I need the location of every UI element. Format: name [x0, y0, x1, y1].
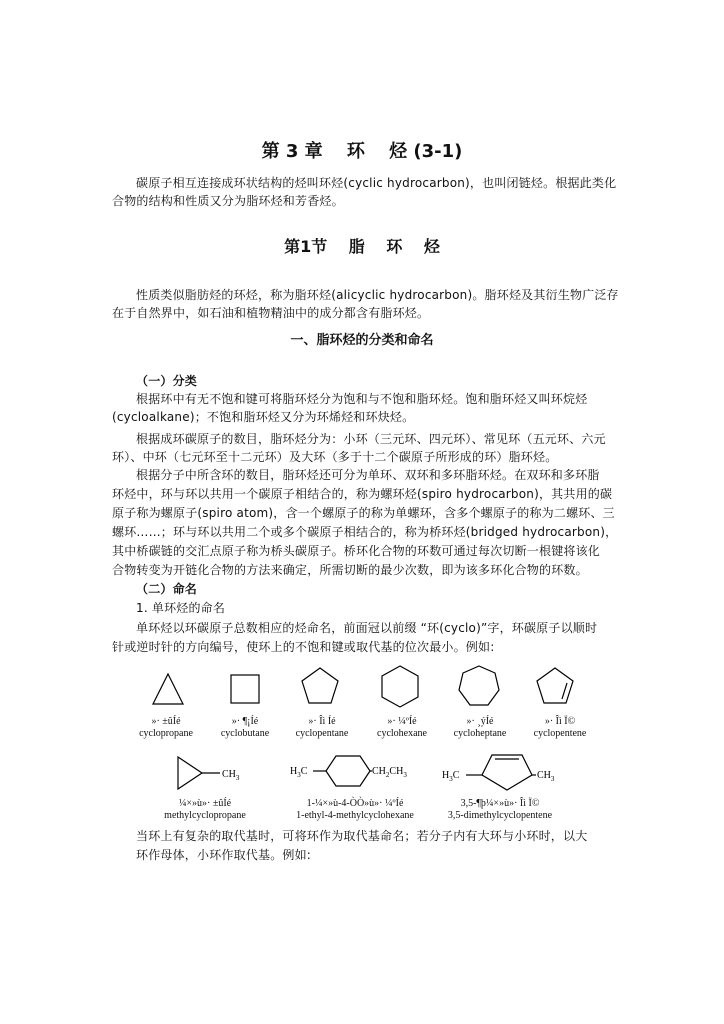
naming-line: 针或逆时针的方向编号，使环上的不饱和键或取代基的位次最小。例如: [112, 640, 495, 654]
intro-line-2: 合物的结构和性质又分为脂环烃和芳香烃。 [112, 194, 344, 208]
classification-line: 合物转变为开链化合物的方法来确定，所需切断的最少次数，即为该多环化合物的环数。 [112, 563, 588, 577]
cyclopentene-structure [531, 664, 579, 710]
methylcyclopropane-structure [170, 753, 250, 793]
h3c-label: $H_3C$ [442, 770, 460, 783]
intro-line-1: 碳原子相互连接成环状结构的烃叫环烃(cyclic hydrocarbon)，也叫闭链烃。根据此类化 [136, 176, 617, 190]
cyclopropane-garbled-label: »· ±ûÍé [151, 716, 181, 727]
classification-heading: （一）分类 [136, 374, 198, 388]
h3c-label: $H_3C$ [290, 766, 308, 779]
closing-line: 当环上有复杂的取代基时，可将环作为取代基命名；若分子内有大环与小环时，以大 [136, 829, 588, 843]
cyclopentene-label: cyclopentene [533, 728, 587, 739]
cyclobutane-structure [225, 672, 265, 708]
classification-line: 根据分子中所含环的数目，脂环烃还可分为单环、双环和多环脂环烃。在双环和多环脂 [136, 468, 600, 482]
cycloheptane-garbled-label: »· ¸ýÍé [466, 716, 494, 727]
section-intro-line-1: 性质类似脂肪烃的环烃，称为脂环烃(alicyclic hydrocarbon)。脂环烃及其衍生物广泛存 [136, 288, 619, 302]
classification-line: 螺环……；环与环以共用二个或多个碳原子相结合的，称为桥环烃(bridged hydrocarbon)， [112, 525, 618, 539]
classification-line: 环）、中环（七元环至十二元环）及大环（多于十二个碳原子所形成的环）脂环烃。 [112, 450, 558, 464]
methylcyclopropane-label: methylcyclopropane [164, 810, 246, 821]
cyclopropane-structure [148, 670, 188, 710]
naming-line: 单环烃以环碳原子总数相应的烃命名，前面冠以前缀 “环(cyclo)”字，环碳原子以顺时 [136, 621, 598, 635]
classification-line: 原子称为螺原子(spiro atom)，含一个螺原子的称为单螺环，含多个螺原子的称为二螺环、三 [112, 506, 615, 520]
classification-line: (cycloalkane)；不饱和脂环烃又分为环烯烃和环炔烃。 [112, 410, 415, 424]
closing-line: 环作母体，小环作取代基。例如: [136, 848, 312, 862]
naming-heading: （二）命名 [136, 582, 198, 596]
naming-sub: 1. 单环烃的命名 [136, 601, 226, 615]
cyclohexane-label: cyclohexane [377, 728, 427, 739]
classification-line: 根据环中有无不饱和键可将脂环烃分为饱和与不饱和脂环烃。饱和脂环烃又叫环烷烃 [136, 392, 588, 406]
section-title: 第1节 脂 环 烃 [284, 237, 440, 256]
ethyl-methylcyclohexane-garbled-label: 1-¼×»ù-4-ÒÒ»ù»· ¼ºÍé [306, 798, 404, 809]
cyclohexane-structure [376, 662, 424, 712]
methylcyclopropane-garbled-label: ¼×»ù»· ±ûÍé [178, 798, 232, 809]
classification-line: 其中桥碳链的交汇点原子称为桥头碳原子。桥环化合物的环数可通过每次切断一根键将该化 [112, 544, 601, 558]
cyclopentene-garbled-label: »· Îì Ï© [544, 716, 576, 727]
cycloheptane-structure [453, 662, 505, 714]
cycloheptane-label: cycloheptane [453, 728, 507, 739]
ethyl-methylcyclohexane-label: 1-ethyl-4-methylcyclohexane [296, 810, 414, 821]
dimethylcyclopentene-garbled-label: 3,5-¶þ¼×»ù»· Îì Ï© [460, 798, 540, 809]
subsection-title: 一、脂环烃的分类和命名 [290, 333, 434, 348]
cyclopentane-garbled-label: »· Îì Íé [308, 716, 336, 727]
section-intro-line-2: 在于自然界中，如石油和植物精油中的成分都含有脂环烃。 [112, 306, 430, 320]
cyclopropane-label: cyclopropane [139, 728, 193, 739]
dimethylcyclopentene-structure [440, 746, 570, 798]
chapter-title: 第 3 章 环 烃 (3-1) [261, 141, 463, 162]
cyclobutane-garbled-label: »· ¶¡Íé [231, 716, 259, 727]
cyclobutane-label: cyclobutane [220, 728, 270, 739]
classification-line: 环烃中，环与环以共用一个碳原子相结合的，称为螺环烃(spiro hydrocarbon)，其共用的碳 [112, 487, 613, 501]
cyclohexane-garbled-label: »· ¼ºÍé [387, 716, 417, 727]
cyclopentane-label: cyclopentane [295, 728, 349, 739]
cyclopentane-structure [296, 664, 344, 710]
ch2ch3-label: $CH_2CH_3$ [372, 766, 407, 779]
classification-line: 根据成环碳原子的数目，脂环烃分为：小环（三元环、四元环）、常见环（五元环、六元 [136, 432, 606, 446]
dimethylcyclopentene-label: 3,5-dimethylcyclopentene [447, 810, 553, 821]
ethyl-methylcyclohexane-structure [288, 748, 418, 796]
ch3-label: $CH_3$ [222, 769, 240, 782]
ch3-label: $CH_3$ [537, 770, 555, 783]
